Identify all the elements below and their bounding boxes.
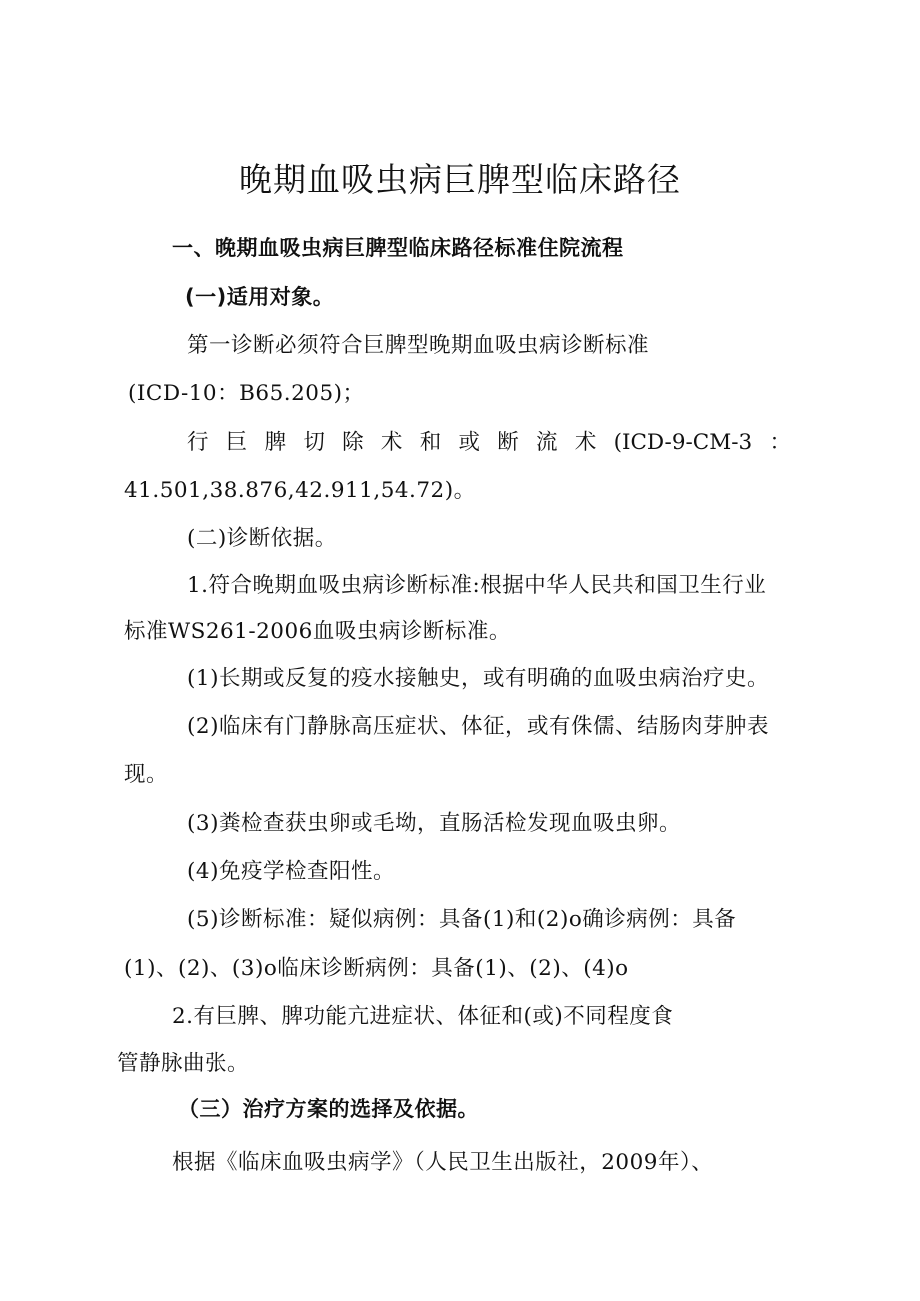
paragraph-line: 第一诊断必须符合巨脾型晚期血吸虫病诊断标准 <box>187 333 650 358</box>
subsection-heading-1: (一)适用对象。 <box>185 285 335 309</box>
list-item-continuation: (1)、(2)、(3)o临床诊断病例：具备(1)、(2)、(4)o <box>124 956 629 981</box>
justified-char: 术 <box>574 430 597 455</box>
list-item: (2)临床有门静脉高压症状、体征，或有侏儒、结肠肉芽肿表 <box>187 714 769 739</box>
justified-char: (ICD-9-CM-3 <box>613 430 753 455</box>
paragraph-line: 管静脉曲张。 <box>117 1051 250 1076</box>
paragraph-line: 标准WS261-2006血吸虫病诊断标准。 <box>124 619 511 644</box>
paragraph-line: (ICD-10：B65.205)； <box>128 381 365 406</box>
list-item: (1)长期或反复的疫水接触史，或有明确的血吸虫病治疗史。 <box>187 666 769 691</box>
section-heading-1: 一、晚期血吸虫病巨脾型临床路径标准住院流程 <box>172 236 624 260</box>
subsection-heading-2: (二)诊断依据。 <box>187 526 337 551</box>
subsection-heading-3: （三）治疗方案的选择及依据。 <box>178 1097 479 1121</box>
justified-char: 切 <box>303 430 325 455</box>
list-item: (5)诊断标准：疑似病例：具备(1)和(2)o确诊病例：具备 <box>187 907 737 932</box>
justified-char: 断 <box>497 430 519 455</box>
justified-char: 和 <box>419 430 442 455</box>
list-item: (4)免疫学检查阳性。 <box>187 859 395 884</box>
paragraph-line: 1.符合晚期血吸虫病诊断标准:根据中华人民共和国卫生行业 <box>187 573 767 598</box>
paragraph-justified-line <box>187 432 791 454</box>
paragraph-line: 2.有巨脾、脾功能亢进症状、体征和(或)不同程度食 <box>172 1004 674 1029</box>
document-title: 晚期血吸虫病巨脾型临床路径 <box>239 160 681 199</box>
justified-char: 脾 <box>264 430 287 455</box>
justified-char: 术 <box>380 430 403 455</box>
paragraph-line: 根据《临床血吸虫病学》（人民卫生出版社，2009年）、 <box>172 1150 714 1175</box>
justified-char: 或 <box>458 430 480 455</box>
justified-char: 流 <box>536 430 558 455</box>
justified-char: ： <box>769 430 791 455</box>
paragraph-line: 41.501,38.876,42.911,54.72)。 <box>124 478 476 503</box>
list-item-continuation: 现。 <box>124 762 169 787</box>
justified-char: 除 <box>342 430 364 455</box>
justified-char: 巨 <box>225 430 248 455</box>
justified-char: 行 <box>187 430 209 455</box>
list-item: (3)粪检查获虫卵或毛坳，直肠活检发现血吸虫卵。 <box>187 811 681 836</box>
